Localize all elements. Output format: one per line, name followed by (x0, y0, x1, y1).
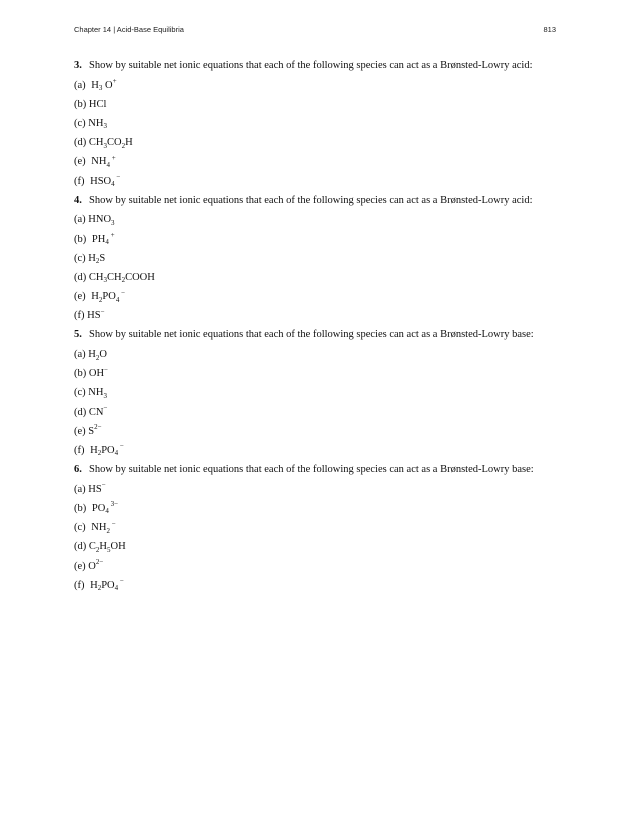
subscript: 2 (95, 353, 100, 362)
formula-text: H (125, 137, 133, 149)
subscript: 2 (98, 295, 103, 304)
question-text: Show by suitable net ionic equations that each of the following species can act as a Brønsted-Lowry acid: (89, 60, 533, 71)
list-item (74, 175, 556, 194)
chemical-formula (89, 271, 155, 285)
chemical-formula (90, 444, 124, 458)
question-number: 5. (74, 329, 82, 341)
superscript: + (112, 77, 117, 86)
question-number: 6. (74, 464, 82, 476)
subscript: 2 (97, 449, 102, 458)
item-label: (f) (74, 444, 85, 456)
exercise-3 (74, 328, 556, 463)
list-item (74, 579, 556, 598)
item-label: (e) (74, 425, 86, 437)
list-item (74, 252, 556, 271)
formula-text: HS (87, 310, 101, 322)
subscript: 4 (111, 180, 115, 189)
subscript: 4 (105, 238, 109, 246)
item-label: (e) (74, 156, 86, 168)
formula-text: H (90, 579, 98, 591)
chemical-formula (89, 367, 108, 381)
list-item (74, 521, 556, 540)
subscript: 2 (95, 257, 100, 266)
formula-text: PH (91, 233, 106, 245)
formula-text: S (88, 425, 95, 437)
chemical-formula (88, 117, 107, 131)
list-item (74, 425, 556, 444)
chapter-title: Chapter 14 | Acid-Base Equilibria (74, 25, 184, 34)
subscript: 5 (106, 545, 111, 554)
formula-text: CN (88, 406, 104, 418)
formula-text: HCl (88, 98, 107, 110)
question-prompt (74, 194, 556, 214)
subscript: 4 (105, 507, 109, 516)
formula-text: NH (88, 117, 104, 129)
item-label: (e) (74, 291, 86, 303)
chemical-formula (91, 521, 115, 535)
item-label: (c) (74, 117, 86, 129)
superscript: − (100, 307, 105, 316)
formula-text: H (91, 291, 99, 303)
question-prompt (74, 463, 556, 483)
page-number: 813 (543, 25, 556, 34)
question-prompt (74, 328, 556, 348)
item-label: (c) (74, 252, 86, 264)
item-label: (a) (74, 483, 86, 495)
subscript: 3 (98, 84, 103, 93)
formula-text: C (88, 541, 96, 553)
question-number: 3. (74, 60, 82, 71)
list-item (74, 406, 556, 425)
chemical-formula (89, 406, 108, 420)
chemical-formula (92, 233, 115, 247)
exercise-4 (74, 463, 556, 598)
item-label: (a) (74, 349, 86, 361)
item-label: (e) (74, 560, 86, 572)
formula-text: HSO (90, 175, 112, 187)
subscript: 4 (115, 295, 120, 304)
item-label: (d) (74, 137, 87, 149)
chemical-formula (90, 175, 120, 189)
item-label: (f) (74, 310, 85, 322)
list-item (74, 540, 556, 559)
list-item (74, 309, 556, 328)
item-label: (d) (74, 271, 87, 283)
chemical-formula (91, 290, 125, 304)
list-item (74, 483, 556, 502)
chemical-formula (92, 502, 118, 516)
chemical-formula (88, 483, 105, 497)
chemical-formula (88, 425, 101, 439)
formula-text: O (99, 349, 107, 361)
formula-text: S (99, 252, 106, 264)
item-label: (b) (74, 98, 87, 110)
chemical-formula (89, 98, 107, 112)
formula-text: O (88, 560, 96, 572)
formula-text: CH (88, 271, 104, 283)
formula-text: CH (88, 137, 104, 149)
formula-text: PO (91, 502, 106, 514)
chemical-formula (90, 579, 124, 593)
item-label: (b) (74, 233, 87, 245)
list-item (74, 290, 556, 309)
superscript: − (118, 577, 124, 586)
formula-text: H (99, 541, 107, 553)
formula-text: HNO (88, 214, 112, 226)
list-item (74, 560, 556, 579)
exercise-1 (74, 59, 556, 194)
subscript: 2 (121, 141, 126, 150)
subscript: 3 (103, 122, 107, 131)
subscript: 2 (95, 545, 100, 554)
formula-text: H (88, 349, 96, 361)
formula-text: H (90, 444, 98, 456)
chemical-formula (89, 136, 133, 150)
subscript: 4 (106, 160, 110, 169)
question-text: Show by suitable net ionic equations that each of the following species can act as a Brønsted-Lowry base: (89, 329, 534, 341)
superscript: − (104, 365, 108, 374)
item-label: (d) (74, 406, 87, 418)
formula-text: H (88, 252, 96, 264)
formula-text: NH (91, 522, 107, 534)
subscript: 4 (114, 584, 119, 593)
subscript: 3 (111, 218, 115, 227)
superscript: − (103, 404, 108, 413)
list-item (74, 233, 556, 252)
formula-text: CH (106, 271, 122, 283)
item-label: (c) (74, 387, 86, 399)
formula-text: NH (91, 156, 107, 168)
formula-text: PO (101, 579, 115, 591)
formula-text: CO (106, 137, 122, 149)
list-item (74, 136, 556, 155)
superscript: − (118, 442, 124, 451)
item-label: (a) (74, 214, 86, 226)
chemical-formula (89, 540, 126, 554)
item-label: (a) (74, 79, 86, 91)
chemical-formula (88, 213, 114, 227)
superscript: − (114, 173, 121, 182)
chemical-formula (88, 560, 103, 574)
item-label: (b) (74, 368, 87, 380)
list-item (74, 98, 556, 117)
formula-text: COOH (125, 271, 155, 283)
superscript: − (109, 519, 116, 528)
chemical-formula (87, 309, 104, 323)
list-item (74, 271, 556, 290)
subscript: 2 (97, 584, 102, 593)
superscript: + (109, 153, 116, 162)
list-item (74, 348, 556, 367)
chemical-formula (91, 79, 116, 93)
question-prompt (74, 59, 556, 79)
list-item (74, 502, 556, 521)
subscript: 2 (106, 526, 110, 535)
item-label: (d) (74, 541, 87, 553)
item-label: (f) (74, 579, 85, 591)
subscript: 3 (103, 391, 107, 400)
chemical-formula (88, 386, 107, 400)
exercise-list (74, 59, 556, 598)
subscript: 4 (114, 449, 119, 458)
question-text: Show by suitable net ionic equations that each of the following species can act as a Brønsted-Lowry acid: (89, 194, 533, 206)
question-number: 4. (74, 194, 82, 206)
list-item (74, 213, 556, 232)
list-item (74, 155, 556, 174)
superscript: 2− (94, 423, 102, 432)
formula-text: NH (88, 387, 104, 399)
item-label: (b) (74, 502, 87, 514)
formula-text: HS (88, 483, 102, 495)
chemical-formula (88, 252, 105, 266)
chemical-formula (91, 155, 115, 169)
list-item (74, 444, 556, 463)
superscript: 3− (108, 500, 119, 509)
list-item (74, 367, 556, 386)
formula-text: O (102, 79, 113, 91)
question-text: Show by suitable net ionic equations that each of the following species can act as a Brønsted-Lowry base: (89, 464, 534, 476)
superscript: + (108, 231, 115, 239)
superscript: − (119, 288, 126, 297)
formula-text: PO (102, 291, 116, 303)
formula-text: OH (110, 541, 126, 553)
list-item (74, 117, 556, 136)
list-item (74, 79, 556, 98)
list-item (74, 386, 556, 405)
exercise-2 (74, 194, 556, 329)
superscript: 2− (95, 558, 104, 566)
item-label: (c) (74, 522, 86, 534)
formula-text: PO (101, 444, 115, 456)
chemical-formula (88, 348, 107, 362)
item-label: (f) (74, 175, 85, 187)
subscript: 3 (103, 141, 107, 150)
subscript: 2 (121, 276, 126, 285)
formula-text: OH (88, 368, 105, 380)
subscript: 3 (103, 276, 107, 285)
formula-text: H (91, 79, 99, 91)
superscript: − (101, 481, 106, 490)
